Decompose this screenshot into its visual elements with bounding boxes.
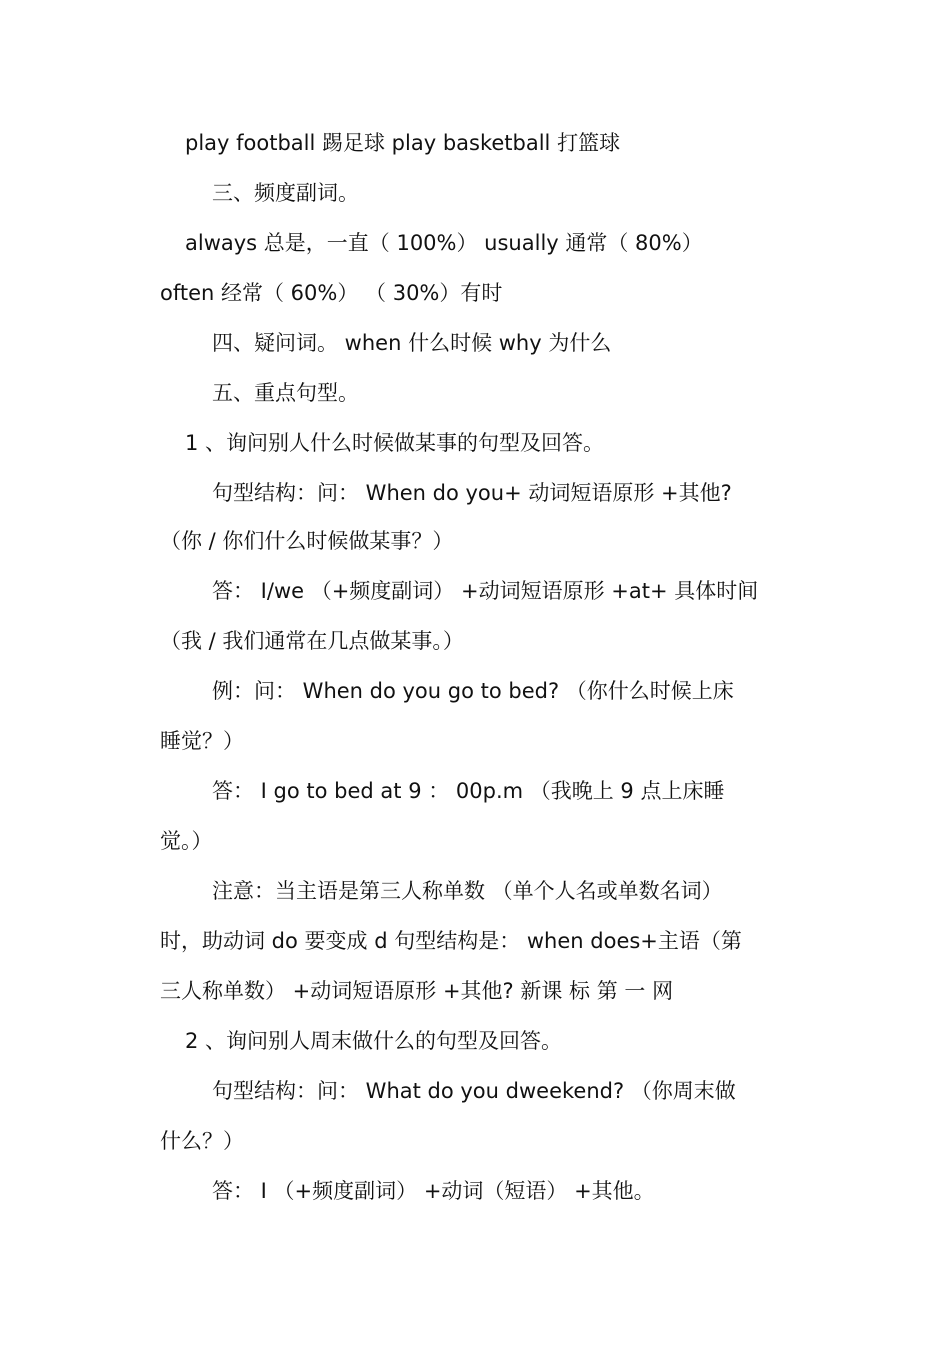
heading-frequency-adverbs: 三、频度副词。 <box>212 181 359 205</box>
text-line-note-cont-1: 时，助动词 do 要变成 d 句型结构是： when does+主语（第 <box>160 929 742 953</box>
text-line-often-sometimes: often 经常（ 60%） （ 30%）有时 <box>160 281 503 305</box>
text-line-weekend-answer: 答： I （+频度副词） +动词（短语） +其他。 <box>212 1179 655 1203</box>
text-line-example-question-cont: 睡觉？） <box>160 729 244 753</box>
text-line-example-answer-cont: 觉。） <box>160 829 213 853</box>
text-line-structure-when: 句型结构：问： When do you+ 动词短语原形 +其他? <box>212 481 732 505</box>
heading-question-words: 四、疑问词。 when 什么时候 why 为什么 <box>212 331 612 355</box>
text-line-translation-when: （你 / 你们什么时候做某事？） <box>160 529 454 553</box>
text-line-structure-weekend-cont: 什么？） <box>160 1129 244 1153</box>
text-line-note: 注意：当主语是第三人称单数 （单个人名或单数名词） <box>212 879 723 903</box>
numbered-item-2: 2 、询问别人周末做什么的句型及回答。 <box>185 1029 563 1053</box>
text-line-example-question: 例：问： When do you go to bed? （你什么时候上床 <box>212 679 734 703</box>
text-line-answer-translation: （我 / 我们通常在几点做某事。） <box>160 629 464 653</box>
text-line-structure-weekend: 句型结构：问： What do you dweekend? （你周末做 <box>212 1079 736 1103</box>
text-line-always-usually: always 总是，一直（ 100%） usually 通常（ 80%） <box>185 231 703 255</box>
numbered-item-1: 1 、询问别人什么时候做某事的句型及回答。 <box>185 431 605 455</box>
text-line-vocab-sports: play football 踢足球 play basketball 打篮球 <box>185 131 621 155</box>
text-line-note-cont-2: 三人称单数） +动词短语原形 +其他? 新课 标 第 一 网 <box>160 979 674 1003</box>
heading-key-sentences: 五、重点句型。 <box>212 381 359 405</box>
text-line-answer-structure: 答： I/we （+频度副词） +动词短语原形 +at+ 具体时间 <box>212 579 759 603</box>
text-line-example-answer: 答： I go to bed at 9 ： 00p.m （我晚上 9 点上床睡 <box>212 779 725 803</box>
